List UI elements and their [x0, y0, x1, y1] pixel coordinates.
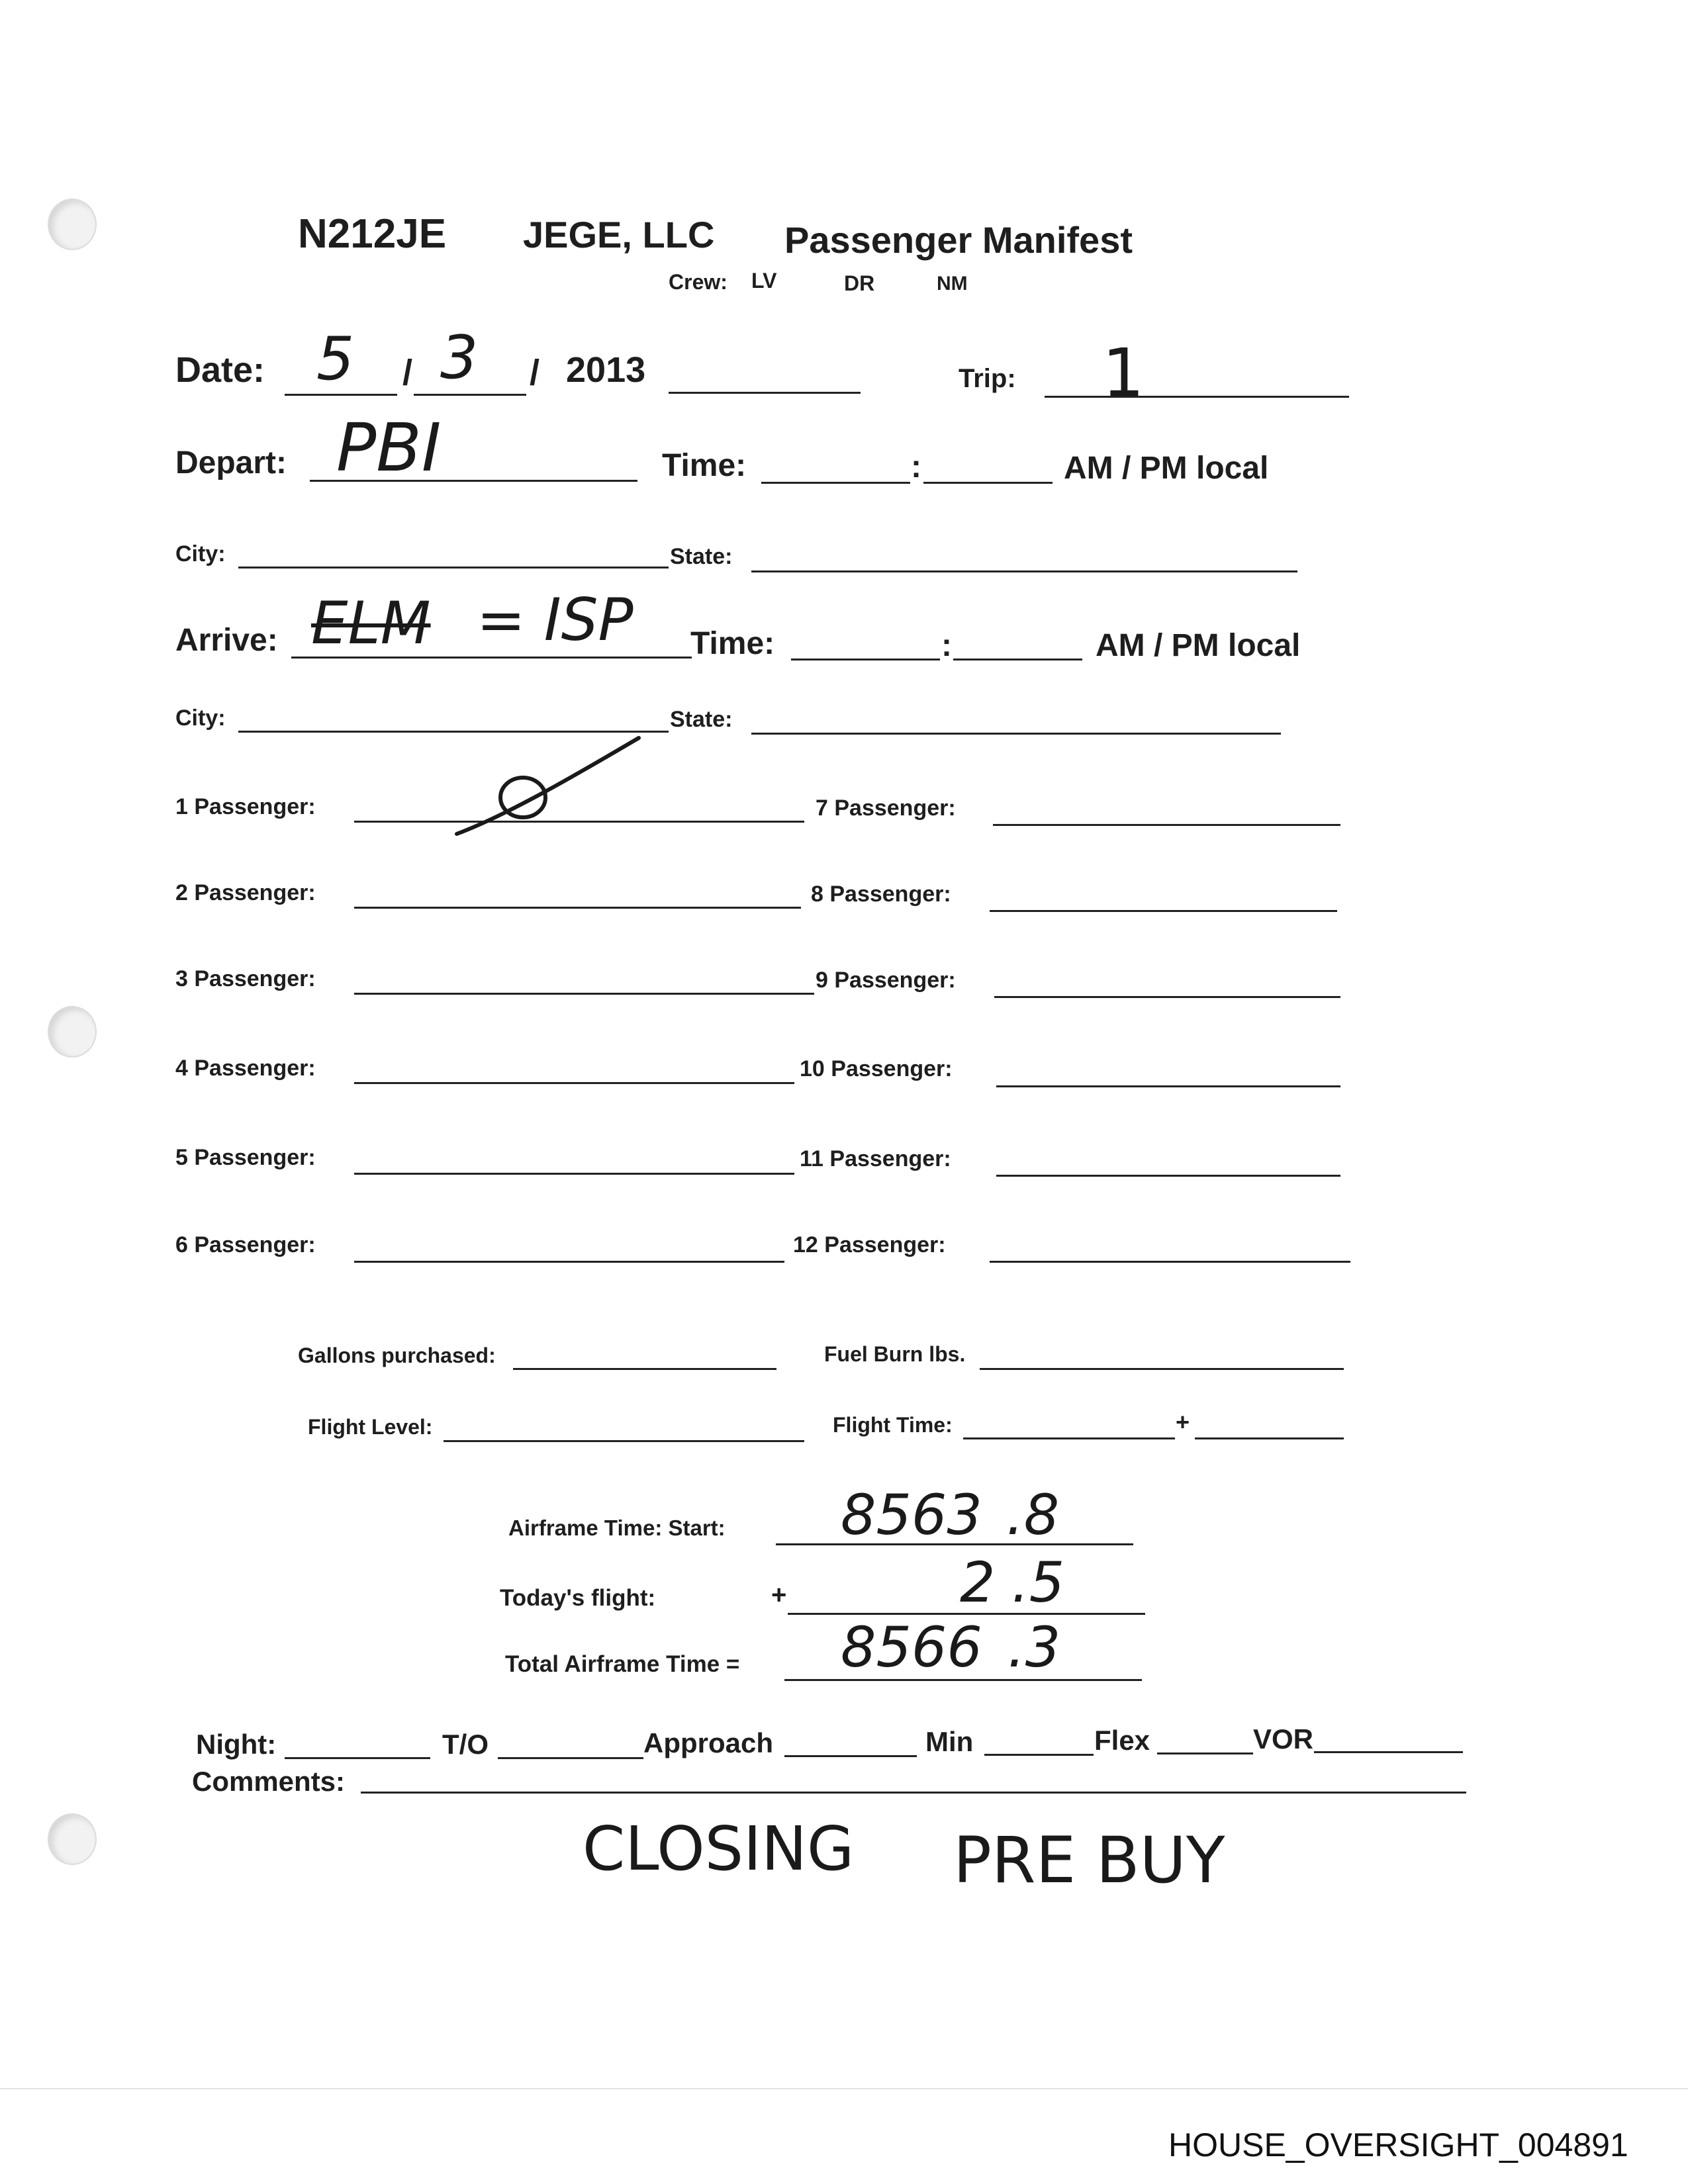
flight-time-label: Flight Time:: [833, 1413, 953, 1437]
company-name: JEGE, LLC: [523, 214, 715, 255]
date-month-value: 5: [316, 324, 355, 394]
arrive-state-label: State:: [670, 707, 733, 732]
depart-value: PBI: [336, 409, 442, 486]
airframe-start-label: Airframe Time: Start:: [508, 1516, 726, 1540]
passenger-11-line: [996, 1175, 1340, 1177]
arrive-ampm: AM / PM local: [1096, 628, 1301, 663]
depart-time-colon: :: [911, 449, 921, 484]
total-airframe-line: [784, 1679, 1142, 1681]
trip-value: 1: [1102, 334, 1145, 412]
arrive-label: Arrive:: [175, 623, 278, 658]
crew-lv: LV: [751, 269, 777, 293]
passenger-9-line: [994, 996, 1340, 998]
passenger-7-label: 7 Passenger:: [816, 796, 956, 821]
depart-time-hour-line: [761, 482, 910, 484]
passenger-3-line: [354, 993, 814, 995]
arrive-time-hour-line: [791, 659, 940, 660]
passenger-1-handwritten-zero: [450, 731, 649, 847]
passenger-6-label: 6 Passenger:: [175, 1232, 316, 1257]
airframe-start-value: 8563: [841, 1482, 982, 1547]
passenger-7-line: [993, 824, 1340, 826]
passenger-4-label: 4 Passenger:: [175, 1056, 316, 1081]
min-label: Min: [925, 1726, 974, 1757]
passenger-8-line: [990, 910, 1337, 912]
trip-line: [1045, 396, 1349, 398]
passenger-11-label: 11 Passenger:: [800, 1146, 951, 1171]
arrive-state-line: [751, 733, 1281, 735]
arrive-struck-value: ELM: [311, 589, 431, 657]
passenger-10-line: [996, 1085, 1340, 1087]
arrive-value: = ISP: [477, 586, 633, 654]
depart-time-min-line: [923, 482, 1053, 484]
binder-hole-top: [48, 199, 97, 250]
passenger-5-line: [354, 1173, 794, 1175]
todays-flight-label: Today's flight:: [500, 1585, 656, 1611]
total-airframe-label: Total Airframe Time =: [505, 1651, 740, 1677]
passenger-2-line: [354, 907, 801, 909]
todays-flight-value: 2: [960, 1550, 996, 1615]
vor-label: VOR: [1253, 1723, 1314, 1754]
date-day-line: [414, 394, 526, 396]
vor-line: [1314, 1751, 1463, 1753]
airframe-start-decimal: .8: [1006, 1482, 1060, 1547]
passenger-12-label: 12 Passenger:: [793, 1232, 946, 1257]
passenger-8-label: 8 Passenger:: [811, 882, 951, 907]
date-year: 2013: [566, 350, 646, 390]
date-day-value: 3: [440, 323, 479, 392]
passenger-6-line: [354, 1261, 784, 1263]
passenger-4-line: [354, 1082, 794, 1084]
arrive-time-label: Time:: [690, 626, 775, 661]
total-airframe-value: 8566: [841, 1615, 982, 1680]
arrive-time-colon: :: [941, 628, 952, 663]
fuel-burn-line: [980, 1368, 1344, 1370]
crew-label: Crew:: [669, 270, 727, 294]
airframe-start-line: [776, 1543, 1133, 1545]
passenger-12-line: [990, 1261, 1350, 1263]
crew-nm: NM: [937, 273, 968, 295]
depart-city-line: [238, 567, 669, 569]
page-bottom-edge: [0, 2088, 1688, 2089]
passenger-2-label: 2 Passenger:: [175, 880, 316, 905]
depart-ampm: AM / PM local: [1064, 451, 1269, 486]
binder-hole-bottom: [48, 1813, 97, 1865]
night-line: [285, 1757, 430, 1759]
arrive-time-min-line: [953, 659, 1082, 660]
flex-line: [1157, 1752, 1253, 1754]
form-title: Passenger Manifest: [784, 219, 1133, 261]
comments-value-closing: CLOSING: [583, 1813, 855, 1884]
comments-value-prebuy: PRE BUY: [953, 1823, 1225, 1897]
min-line: [984, 1754, 1094, 1756]
flight-time-plus: +: [1176, 1408, 1190, 1435]
flex-label: Flex: [1094, 1725, 1150, 1756]
total-airframe-decimal: .3: [1008, 1615, 1061, 1680]
trip-label: Trip:: [959, 364, 1016, 393]
arrive-line: [291, 657, 692, 659]
fuel-burn-label: Fuel Burn lbs.: [824, 1342, 966, 1366]
flight-level-line: [444, 1440, 804, 1442]
depart-city-label: City:: [175, 541, 226, 567]
arrive-city-label: City:: [175, 705, 226, 731]
gallons-purchased-label: Gallons purchased:: [298, 1343, 496, 1367]
bates-number: HOUSE_OVERSIGHT_004891: [1168, 2126, 1628, 2163]
todays-flight-decimal: .5: [1011, 1550, 1065, 1615]
tail-number: N212JE: [298, 211, 447, 257]
date-year-line: [669, 392, 861, 394]
passenger-3-label: 3 Passenger:: [175, 966, 316, 991]
passenger-9-label: 9 Passenger:: [816, 968, 956, 993]
depart-time-label: Time:: [662, 448, 747, 483]
approach-line: [784, 1755, 917, 1757]
gallons-purchased-line: [513, 1368, 776, 1370]
date-label: Date:: [175, 350, 265, 390]
todays-flight-plus: +: [771, 1580, 787, 1610]
comments-line: [361, 1792, 1466, 1794]
binder-hole-middle: [48, 1006, 97, 1058]
flight-level-label: Flight Level:: [308, 1415, 433, 1439]
date-month-line: [285, 394, 397, 396]
flight-time-plus-line: [1195, 1437, 1344, 1439]
depart-state-line: [751, 570, 1297, 572]
date-slash-1: /: [402, 353, 413, 392]
date-slash-2: /: [530, 353, 540, 392]
takeoff-line: [498, 1757, 643, 1759]
depart-line: [310, 480, 637, 482]
passenger-10-label: 10 Passenger:: [800, 1056, 953, 1081]
passenger-1-label: 1 Passenger:: [175, 794, 316, 819]
comments-label: Comments:: [192, 1766, 346, 1797]
depart-state-label: State:: [670, 544, 733, 569]
approach-label: Approach: [643, 1727, 774, 1758]
night-label: Night:: [196, 1729, 277, 1760]
depart-label: Depart:: [175, 445, 287, 480]
flight-time-line: [963, 1437, 1175, 1439]
crew-dr: DR: [844, 271, 875, 295]
takeoff-label: T/O: [442, 1729, 489, 1760]
passenger-5-label: 5 Passenger:: [175, 1145, 316, 1170]
